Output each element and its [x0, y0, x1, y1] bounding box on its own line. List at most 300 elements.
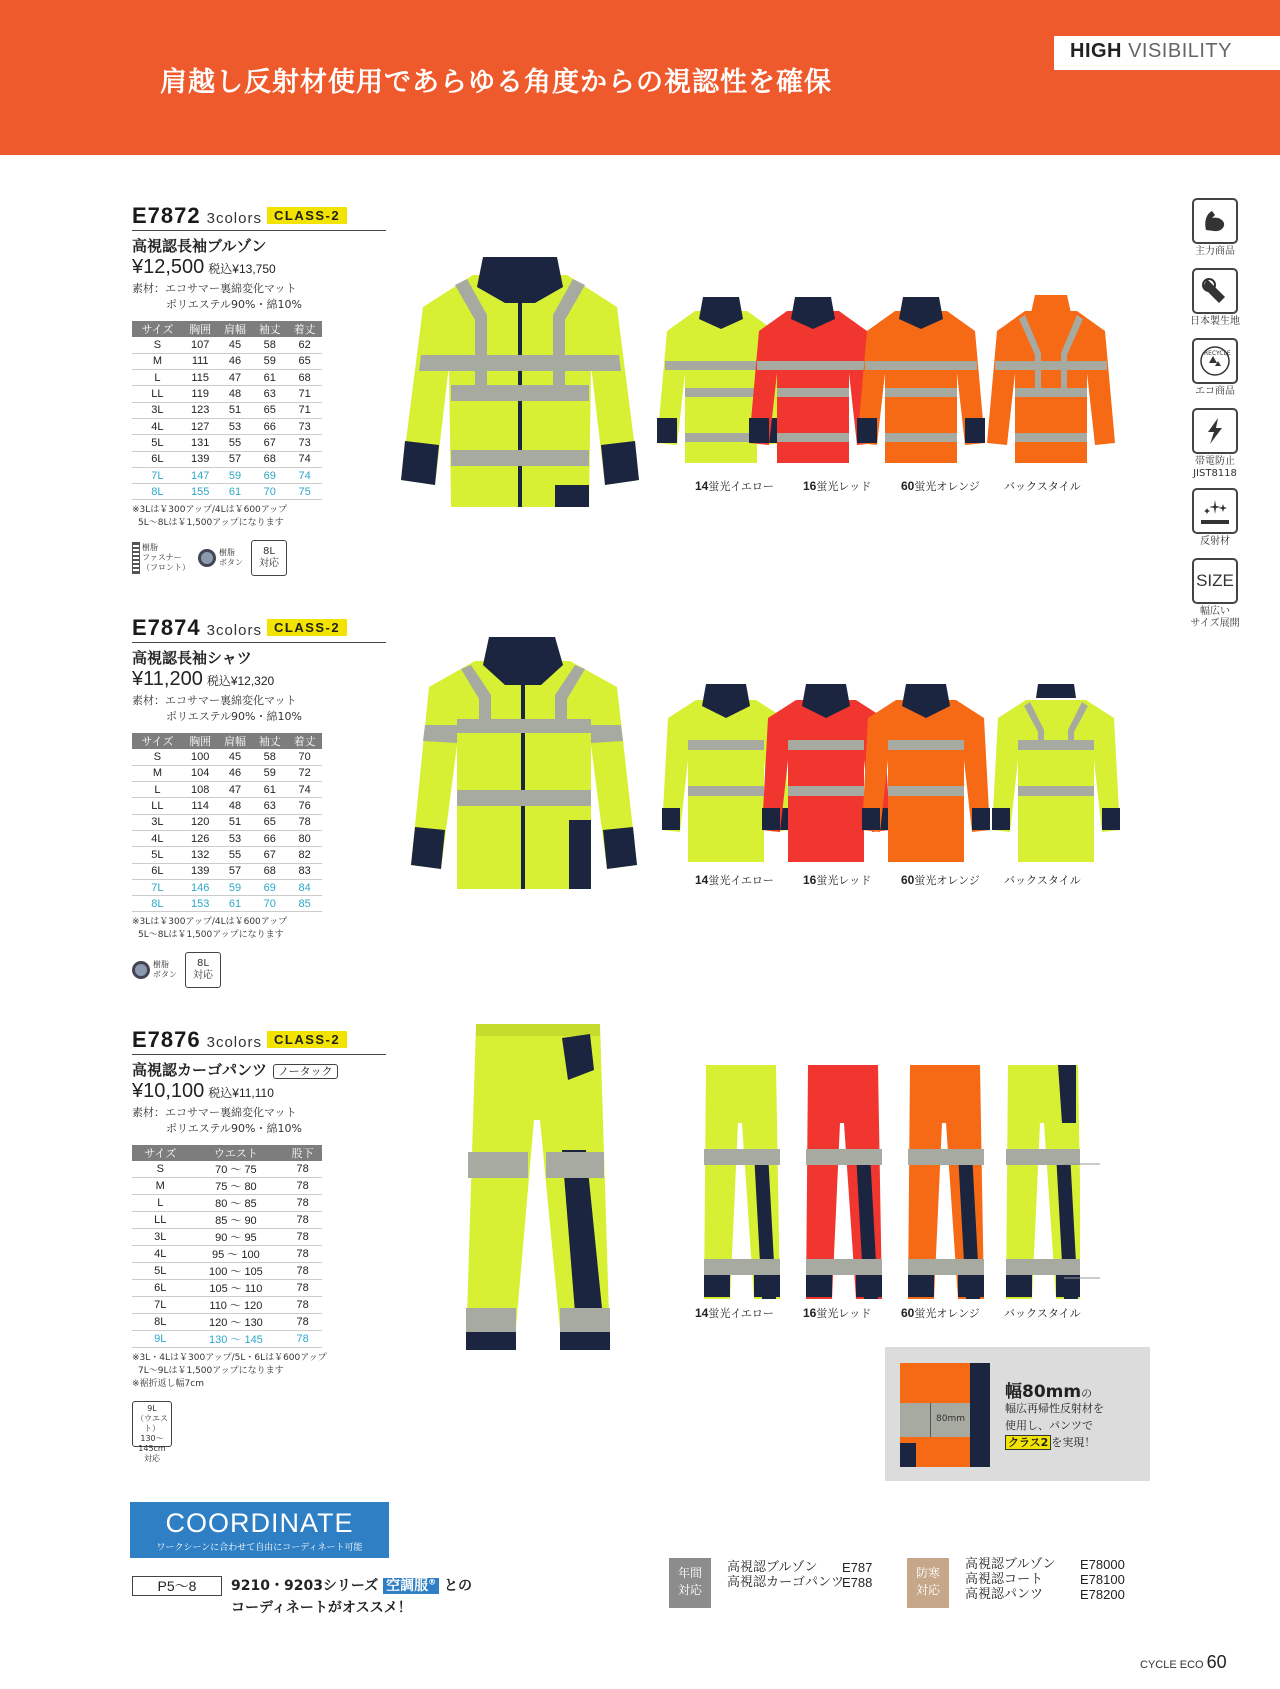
shirt-variant-back — [992, 684, 1120, 862]
divider — [132, 642, 386, 643]
table-cell: 7L — [132, 467, 183, 483]
table-cell: 48 — [218, 386, 253, 402]
product-info-e7874 — [132, 615, 386, 988]
sidebar-feature-label: エコ商品 — [1195, 386, 1235, 397]
table-cell: 123 — [183, 402, 218, 418]
table-row — [132, 1178, 322, 1195]
size-table-header — [132, 1145, 322, 1161]
table-row — [132, 435, 322, 451]
sidebar-feature-label: 反射材 — [1200, 536, 1230, 547]
brand-label: CYCLE ECO — [1140, 1659, 1204, 1671]
table-cell: 55 — [218, 847, 253, 863]
table-cell: 127 — [183, 418, 218, 434]
product-code-line — [132, 615, 386, 641]
coordinate-item: 高視認ブルゾン E787 — [727, 1560, 873, 1575]
table-row — [132, 798, 322, 814]
table-cell: 72 — [287, 765, 322, 781]
table-cell: 47 — [218, 782, 253, 798]
colors-count: 3colors — [206, 1034, 262, 1051]
table-cell: 107 — [183, 337, 218, 353]
table-cell: 100 ～ 105 — [189, 1263, 284, 1280]
page-title: 肩越し反射材使用であらゆる角度からの視認性を確保 — [160, 67, 832, 98]
table-row — [132, 1314, 322, 1331]
table-cell: 61 — [252, 782, 287, 798]
size-table-header — [132, 321, 322, 337]
table-cell: 51 — [218, 814, 253, 830]
table-cell: M — [132, 1178, 189, 1195]
table-row — [132, 1263, 322, 1280]
table-cell: 61 — [252, 370, 287, 386]
color-caption: バックスタイル — [1004, 874, 1081, 887]
product-code-line — [132, 203, 386, 229]
table-cell: 78 — [283, 1178, 322, 1195]
feature-box — [885, 1347, 1150, 1481]
coordinate-recommend: コーディネートがオススメ！ — [231, 1600, 412, 1616]
table-cell: 120 — [183, 814, 218, 830]
resin-zipper-spec: 樹脂 ファスナー （フロント） — [132, 542, 190, 574]
sidebar-feature-label: 日本製生地 — [1190, 316, 1240, 327]
table-row — [132, 847, 322, 863]
product-name: 高視認長袖ブルゾン — [132, 237, 267, 255]
jacket-variant-back — [987, 295, 1115, 463]
table-cell: 5L — [132, 435, 183, 451]
table-cell: 78 — [283, 1263, 322, 1280]
jacket-variant-orange — [857, 297, 985, 463]
table-cell: 63 — [252, 798, 287, 814]
table-cell: 78 — [283, 1229, 322, 1246]
material: 素材：エコサマー裏綿変化マット ポリエステル90%・綿10% — [132, 1106, 302, 1135]
column-header: ウエスト — [189, 1145, 284, 1161]
color-caption: 14蛍光イエロー — [695, 479, 774, 493]
product-info-e7876 — [132, 1027, 386, 1463]
price-line — [132, 668, 386, 691]
table-cell: 139 — [183, 451, 218, 467]
table-cell: 71 — [287, 386, 322, 402]
shirt-variant-orange — [862, 684, 990, 862]
table-cell: 80 — [287, 830, 322, 846]
tab-bold: HIGH — [1070, 40, 1122, 62]
size-support-badge: 8L 対応 — [185, 952, 221, 988]
table-cell: 65 — [252, 814, 287, 830]
column-header: 着丈 — [287, 733, 322, 749]
table-cell: 47 — [218, 370, 253, 386]
table-row — [132, 1331, 322, 1348]
table-cell: LL — [132, 798, 183, 814]
class-badge: CLASS-2 — [267, 619, 347, 636]
measure-label: 80mm — [936, 1414, 965, 1424]
class-badge: CLASS-2 — [267, 1031, 347, 1048]
table-cell: 70 — [287, 749, 322, 765]
table-cell: 115 — [183, 370, 218, 386]
price-line — [132, 1080, 386, 1103]
coordinate-item: 高視認カーゴパンツ E788 — [727, 1575, 873, 1590]
shirt-color-variants — [660, 680, 1125, 865]
pants-yellow-figure — [466, 1024, 610, 1350]
table-cell: 70 — [252, 484, 287, 500]
color-caption: 60蛍光オレンジ — [901, 479, 980, 493]
color-caption: 16蛍光レッド — [803, 1306, 872, 1320]
table-cell: L — [132, 1195, 189, 1212]
table-cell: 4L — [132, 1246, 189, 1263]
size-notes: ※3Lは￥300アップ/4Lは￥600アップ 5L～8Lは￥1,500アップになります — [132, 917, 288, 941]
table-cell: L — [132, 370, 183, 386]
table-cell: 74 — [287, 467, 322, 483]
button-icon — [132, 961, 150, 979]
price: ¥11,200 — [132, 668, 203, 690]
leader-line — [1060, 1160, 1100, 1350]
table-cell: 8L — [132, 484, 183, 500]
coordinate-item: 高視認コート E78100 — [965, 1572, 1125, 1587]
table-cell: 78 — [283, 1331, 322, 1348]
table-cell: 69 — [252, 467, 287, 483]
coordinate-item: 高視認ブルゾン E78000 — [965, 1557, 1125, 1572]
table-cell: 8L — [132, 896, 183, 912]
table-row — [132, 863, 322, 879]
table-cell: 3L — [132, 402, 183, 418]
feature-title: 幅80mmの — [1005, 1382, 1093, 1402]
size-notes: ※3Lは￥300アップ/4Lは￥600アップ 5L～8Lは￥1,500アップになります — [132, 505, 288, 529]
pants-main-image — [458, 1020, 618, 1360]
jacket-main-image — [395, 245, 645, 515]
antistatic-icon — [1192, 408, 1238, 454]
table-cell: 68 — [252, 451, 287, 467]
button-icon — [198, 549, 216, 567]
color-caption: 16蛍光レッド — [803, 873, 872, 887]
column-header: 胸囲 — [183, 733, 218, 749]
table-cell: 73 — [287, 418, 322, 434]
table-cell: 78 — [283, 1280, 322, 1297]
table-row — [132, 1161, 322, 1178]
table-cell: 78 — [283, 1161, 322, 1178]
sidebar-feature-label: 幅広い サイズ展開 — [1190, 606, 1240, 629]
table-cell: 67 — [252, 847, 287, 863]
table-row — [132, 1246, 322, 1263]
column-header: サイズ — [132, 321, 183, 337]
pants-variant-yellow — [704, 1065, 780, 1299]
sidebar-feature — [1180, 408, 1250, 480]
table-cell: 46 — [218, 765, 253, 781]
column-header: サイズ — [132, 1145, 189, 1161]
table-cell: 114 — [183, 798, 218, 814]
table-row — [132, 879, 322, 895]
table-cell: 53 — [218, 418, 253, 434]
table-cell: 63 — [252, 386, 287, 402]
table-row — [132, 1229, 322, 1246]
price-line — [132, 256, 386, 279]
table-cell: 45 — [218, 337, 253, 353]
table-cell: L — [132, 782, 183, 798]
price: ¥12,500 — [132, 256, 205, 278]
year-round-items — [727, 1560, 872, 1590]
table-cell: M — [132, 765, 183, 781]
size-notes: ※3L・4Lは￥300アップ/5L・6Lは￥600アップ 7L～9Lは￥1,500アップになります ※裾折返し幅7cm — [132, 1353, 327, 1389]
pants-color-variants — [700, 1063, 1080, 1305]
table-row — [132, 782, 322, 798]
table-cell: 78 — [283, 1297, 322, 1314]
table-cell: S — [132, 337, 183, 353]
table-cell: 61 — [218, 484, 253, 500]
table-cell: 7L — [132, 879, 183, 895]
no-tuck-tag: ノータック — [273, 1064, 338, 1079]
resin-button-spec: 樹脂 ボタン — [198, 548, 243, 568]
table-cell: 74 — [287, 782, 322, 798]
table-row — [132, 337, 322, 353]
year-round-label: 年間 対応 — [669, 1558, 711, 1608]
size-table-header — [132, 733, 322, 749]
zipper-icon — [132, 542, 140, 574]
column-header: 肩幅 — [218, 321, 253, 337]
table-cell: 45 — [218, 749, 253, 765]
table-cell: 70 ～ 75 — [189, 1161, 284, 1178]
pants-variant-orange — [908, 1065, 984, 1299]
kuchofuku-badge: 空調服® — [383, 1578, 439, 1594]
table-cell: 65 — [252, 402, 287, 418]
shirt-yellow-figure — [411, 637, 637, 889]
coordinate-series-line: 9210・9203シリーズ 空調服® との — [231, 1577, 472, 1594]
table-cell: 83 — [287, 863, 322, 879]
recycle-icon — [1192, 338, 1238, 384]
colors-count: 3colors — [206, 210, 262, 227]
page-reference[interactable]: P5～8 — [132, 1576, 222, 1596]
table-cell: 61 — [218, 896, 253, 912]
table-row — [132, 1212, 322, 1229]
material: 素材：エコサマー裏綿変化マット ポリエステル90%・綿10% — [132, 694, 302, 723]
sidebar-feature — [1180, 558, 1250, 630]
class2-badge: クラス2 — [1005, 1435, 1051, 1450]
size-icon: SIZE — [1192, 558, 1238, 604]
table-cell: 67 — [252, 435, 287, 451]
table-cell: 132 — [183, 847, 218, 863]
table-cell: 70 — [252, 896, 287, 912]
color-caption: バックスタイル — [1004, 480, 1081, 493]
table-cell: 58 — [252, 337, 287, 353]
color-caption: 14蛍光イエロー — [695, 873, 774, 887]
table-cell: 65 — [287, 353, 322, 369]
divider — [132, 1054, 386, 1055]
table-row — [132, 451, 322, 467]
spec-icons — [132, 1401, 386, 1463]
table-cell: 120 ～ 130 — [189, 1314, 284, 1331]
table-cell: 69 — [252, 879, 287, 895]
shirt-main-image — [405, 625, 640, 895]
divider — [132, 230, 386, 231]
table-cell: 8L — [132, 1314, 189, 1331]
sidebar-feature: RECYCLE エコ商品 — [1180, 338, 1250, 398]
table-cell: 155 — [183, 484, 218, 500]
coordinate-title: COORDINATE — [165, 1508, 354, 1538]
spec-icons — [132, 540, 386, 576]
feature-closeup-image — [900, 1363, 990, 1467]
table-row — [132, 1280, 322, 1297]
table-cell: 76 — [287, 798, 322, 814]
table-cell: 126 — [183, 830, 218, 846]
color-caption: バックスタイル — [1004, 1307, 1081, 1320]
table-cell: 90 ～ 95 — [189, 1229, 284, 1246]
sidebar-feature — [1180, 198, 1250, 258]
colors-count: 3colors — [206, 622, 262, 639]
table-cell: 59 — [218, 467, 253, 483]
table-cell: 51 — [218, 402, 253, 418]
table-row — [132, 353, 322, 369]
table-row — [132, 467, 322, 483]
table-cell: 95 ～ 100 — [189, 1246, 284, 1263]
table-row — [132, 814, 322, 830]
table-row — [132, 1297, 322, 1314]
product-code: E7872 — [132, 203, 201, 228]
table-cell: 6L — [132, 451, 183, 467]
tab-light: VISIBILITY — [1128, 40, 1232, 62]
column-header: 肩幅 — [218, 733, 253, 749]
table-row — [132, 418, 322, 434]
table-cell: M — [132, 353, 183, 369]
coordinate-subtitle: ワークシーンに合わせて自由にコーディネート可能 — [156, 1543, 363, 1553]
table-cell: 68 — [252, 863, 287, 879]
sidebar-feature-label: 帯電防止 JIST8118 — [1193, 456, 1237, 479]
size-support-badge: 8L 対応 — [251, 540, 287, 576]
table-cell: 48 — [218, 798, 253, 814]
table-cell: 55 — [218, 435, 253, 451]
table-cell: 104 — [183, 765, 218, 781]
table-cell: LL — [132, 386, 183, 402]
table-cell: 5L — [132, 1263, 189, 1280]
table-cell: 131 — [183, 435, 218, 451]
table-cell: 105 ～ 110 — [189, 1280, 284, 1297]
table-cell: 80 ～ 85 — [189, 1195, 284, 1212]
column-header: 着丈 — [287, 321, 322, 337]
table-cell: 5L — [132, 847, 183, 863]
table-row — [132, 386, 322, 402]
table-cell: 75 ～ 80 — [189, 1178, 284, 1195]
color-caption: 60蛍光オレンジ — [901, 1306, 980, 1320]
coordinate-item: 高視認パンツ E78200 — [965, 1587, 1125, 1602]
sidebar-feature — [1180, 488, 1250, 548]
table-cell: 62 — [287, 337, 322, 353]
page-number: 60 — [1206, 1652, 1227, 1672]
table-cell: 146 — [183, 879, 218, 895]
sidebar-feature-label: 主力商品 — [1195, 246, 1235, 257]
product-code-line — [132, 1027, 386, 1053]
color-caption: 14蛍光イエロー — [695, 1306, 774, 1320]
table-row — [132, 370, 322, 386]
product-code: E7874 — [132, 615, 201, 640]
table-cell: 3L — [132, 814, 183, 830]
table-cell: 46 — [218, 353, 253, 369]
product-info-e7872 — [132, 203, 386, 576]
fabric-roll-icon — [1192, 268, 1238, 314]
table-row — [132, 1195, 322, 1212]
table-cell: 3L — [132, 1229, 189, 1246]
table-cell: 59 — [252, 353, 287, 369]
column-header: 袖丈 — [252, 733, 287, 749]
column-header: サイズ — [132, 733, 183, 749]
tax-price: 税込¥13,750 — [208, 262, 276, 276]
table-cell: 147 — [183, 467, 218, 483]
pants-variant-red — [806, 1065, 882, 1299]
class-badge: CLASS-2 — [267, 207, 347, 224]
table-cell: 78 — [283, 1246, 322, 1263]
table-cell: 68 — [287, 370, 322, 386]
table-cell: 78 — [283, 1314, 322, 1331]
table-cell: 78 — [283, 1212, 322, 1229]
jacket-yellow-figure — [401, 257, 639, 507]
table-cell: 4L — [132, 418, 183, 434]
table-cell: 6L — [132, 1280, 189, 1297]
table-row — [132, 484, 322, 500]
product-name: 高視認カーゴパンツ ノータック — [132, 1059, 386, 1080]
table-cell: LL — [132, 1212, 189, 1229]
table-row — [132, 402, 322, 418]
category-tab — [1054, 36, 1280, 70]
table-cell: 58 — [252, 749, 287, 765]
table-cell: 57 — [218, 451, 253, 467]
table-cell: 85 ～ 90 — [189, 1212, 284, 1229]
table-cell: 78 — [283, 1195, 322, 1212]
table-cell: 108 — [183, 782, 218, 798]
spec-icons — [132, 952, 386, 988]
reflective-icon — [1192, 488, 1238, 534]
table-cell: 4L — [132, 830, 183, 846]
size-support-badge: 9L （ウエスト） 130～145cm 対応 — [132, 1401, 172, 1447]
size-table — [132, 321, 322, 500]
table-row — [132, 749, 322, 765]
feature-text: 幅広再帰性反射材を 使用し、パンツで クラス2 を実現！ — [1005, 1402, 1104, 1449]
column-header: 股下 — [283, 1145, 322, 1161]
table-cell: 57 — [218, 863, 253, 879]
material: 素材：エコサマー裏綿変化マット ポリエステル90%・綿10% — [132, 282, 302, 311]
table-cell: 59 — [218, 879, 253, 895]
table-cell: 6L — [132, 863, 183, 879]
table-cell: 84 — [287, 879, 322, 895]
table-row — [132, 896, 322, 912]
table-cell: 66 — [252, 418, 287, 434]
table-cell: 82 — [287, 847, 322, 863]
table-row — [132, 765, 322, 781]
table-cell: 100 — [183, 749, 218, 765]
tax-price: 税込¥12,320 — [206, 674, 275, 688]
table-cell: 7L — [132, 1297, 189, 1314]
table-cell: 153 — [183, 896, 218, 912]
color-caption: 16蛍光レッド — [803, 479, 872, 493]
table-cell: S — [132, 749, 183, 765]
table-cell: 53 — [218, 830, 253, 846]
winter-items — [965, 1557, 1125, 1602]
table-cell: 110 ～ 120 — [189, 1297, 284, 1314]
jacket-color-variants — [655, 293, 1125, 478]
size-table — [132, 1145, 322, 1348]
product-code: E7876 — [132, 1027, 201, 1052]
table-cell: 66 — [252, 830, 287, 846]
table-cell: 85 — [287, 896, 322, 912]
table-cell: 111 — [183, 353, 218, 369]
resin-button-spec: 樹脂 ボタン — [132, 960, 177, 980]
table-cell: 71 — [287, 402, 322, 418]
table-cell: 75 — [287, 484, 322, 500]
size-table — [132, 733, 322, 912]
price: ¥10,100 — [132, 1080, 205, 1102]
color-caption: 60蛍光オレンジ — [901, 873, 980, 887]
table-cell: 59 — [252, 765, 287, 781]
table-cell: 139 — [183, 863, 218, 879]
table-cell: 9L — [132, 1331, 189, 1348]
column-header: 胸囲 — [183, 321, 218, 337]
table-cell: 78 — [287, 814, 322, 830]
table-cell: 119 — [183, 386, 218, 402]
table-cell: 130 ～ 145 — [189, 1331, 284, 1348]
muscle-arm-icon — [1192, 198, 1238, 244]
table-cell: 73 — [287, 435, 322, 451]
coordinate-banner — [130, 1502, 389, 1558]
table-cell: S — [132, 1161, 189, 1178]
